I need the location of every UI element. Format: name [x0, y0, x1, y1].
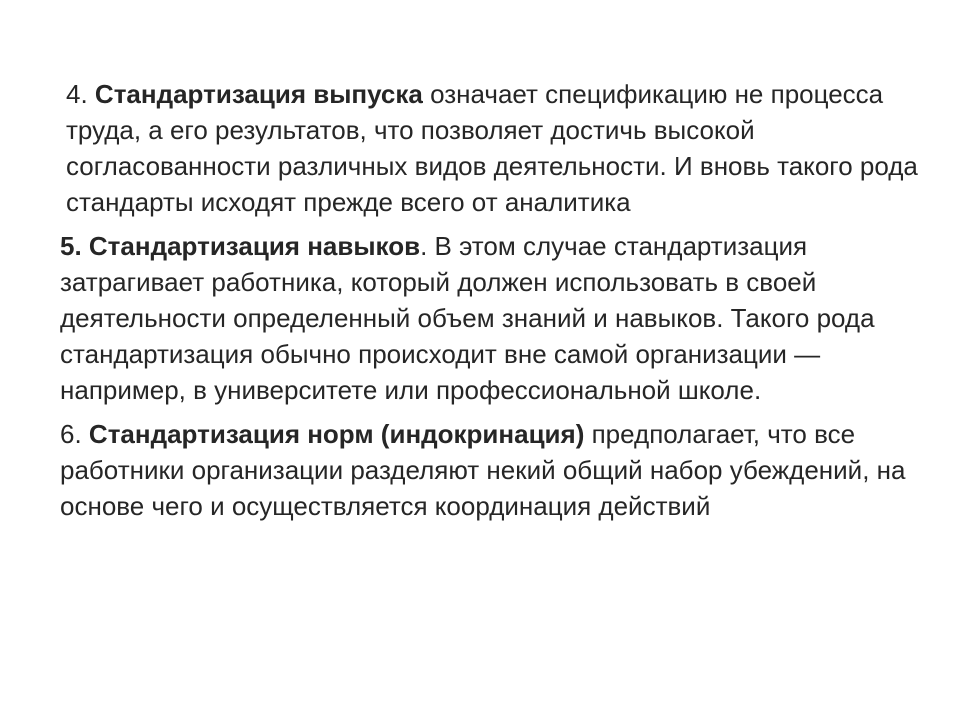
paragraph-text: . В этом случае стандартизация затрагивает работника, который должен использовать в своей деятельности определенный объем знаний и навыков. Такого рода стандартизация обычно происходит вне самой организации — например, в университете или профессиональной школе. — [60, 231, 875, 405]
paragraph-text: означает спецификацию не процесса труда, а его результатов, что позволяет достичь высокой согласованности различных видов деятельности. И вновь такого рода стандарты исходят прежде всего от аналитика — [66, 79, 918, 217]
paragraph-term: Стандартизация норм (индокринация) — [88, 419, 585, 449]
paragraph-output-standardization — [60, 76, 920, 220]
paragraph-text: предполагает, что все работники организации разделяют некий общий набор убеждений, на основе чего и осуществляется координация действий — [60, 419, 906, 521]
paragraph-skills-standardization — [60, 228, 920, 408]
paragraph-term: 5. Стандартизация навыков — [60, 231, 421, 261]
paragraph-norms-standardization — [60, 416, 920, 524]
slide-body — [60, 76, 920, 532]
paragraph-number: 6. — [60, 419, 89, 449]
paragraph-number: 4. — [66, 79, 95, 109]
paragraph-term: Стандартизация выпуска — [94, 79, 423, 109]
